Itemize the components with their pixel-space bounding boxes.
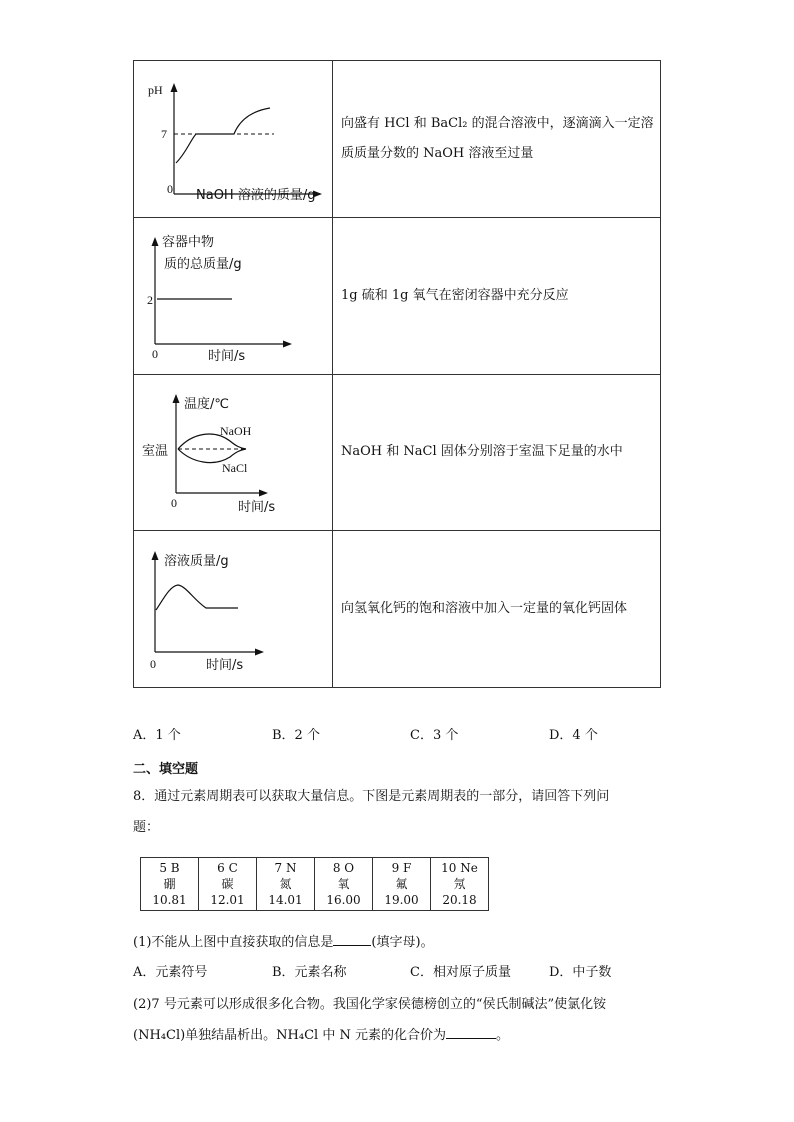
- y-axis-label: pH: [148, 83, 163, 98]
- option-c[interactable]: C．3 个: [410, 728, 459, 743]
- sub1-option-d[interactable]: D．中子数: [549, 965, 612, 980]
- row-description: NaOH 和 NaCl 固体分别溶于室温下足量的水中: [333, 374, 661, 531]
- y-axis-label-line1: 容器中物: [162, 235, 215, 251]
- question-table: [133, 60, 661, 688]
- x-axis-label: 时间/s: [238, 499, 276, 515]
- y-arrow-icon: [171, 83, 178, 92]
- sub1-suffix: (填字母)。: [371, 935, 434, 950]
- row-description: 向氢氧化钙的饱和溶液中加入一定量的氧化钙固体: [333, 531, 661, 688]
- origin-label: 0: [152, 347, 158, 362]
- element-mass: 16.00: [326, 893, 361, 907]
- origin-label: 0: [150, 656, 156, 671]
- y-axis-label: 温度/℃: [184, 396, 229, 412]
- element-cell-c: [199, 858, 257, 911]
- origin-label: 0: [171, 495, 177, 510]
- x-arrow-icon: [283, 341, 292, 348]
- element-number-symbol: 5 B: [159, 861, 180, 875]
- element-cell-o: [315, 858, 373, 911]
- tick-label: 7: [161, 127, 167, 142]
- element-number-symbol: 6 C: [217, 861, 238, 875]
- q8-sub1: [133, 928, 663, 958]
- row-description: 向盛有 HCl 和 BaCl₂ 的混合溶液中，逐滴滴入一定溶质质量分数的 NaOH 溶液至过量: [333, 61, 661, 218]
- element-cell-b: [141, 858, 199, 911]
- periodic-table-excerpt: [140, 857, 489, 911]
- graph-cell: [134, 531, 333, 688]
- q8-sub1-options: [133, 958, 663, 988]
- graph-cell: [134, 217, 333, 374]
- element-cell-f: [373, 858, 431, 911]
- element-mass: 14.01: [268, 893, 303, 907]
- table-row: [134, 61, 661, 218]
- y-axis-label: 溶液质量/g: [164, 553, 229, 569]
- sub2-suffix: 。: [495, 1028, 509, 1043]
- y-axis-label-line2: 质的总质量/g: [164, 257, 242, 273]
- q8-stem-line2: 题：: [133, 820, 160, 835]
- element-number-symbol: 10 Ne: [441, 861, 478, 875]
- y-arrow-icon: [173, 394, 180, 403]
- graph-cell: [134, 374, 333, 531]
- ph-graph: [134, 61, 332, 216]
- table-row: [134, 217, 661, 374]
- table-row: [141, 858, 489, 911]
- sub2-prefix: (NH₄Cl)单独结晶析出。NH₄Cl 中 N 元素的化合价为: [133, 1028, 446, 1043]
- answer-blank-2[interactable]: [446, 1026, 496, 1039]
- x-arrow-icon: [259, 489, 268, 496]
- mass-graph: [134, 218, 332, 373]
- naoh-curve-label: NaOH: [220, 423, 252, 438]
- y-arrow-icon: [152, 237, 159, 246]
- option-d[interactable]: D．4 个: [549, 728, 598, 743]
- element-cell-ne: [431, 858, 489, 911]
- element-name: 氟: [395, 877, 408, 891]
- tick-label: 室温: [142, 443, 169, 459]
- x-arrow-icon: [255, 648, 264, 655]
- element-name: 碳: [221, 877, 234, 891]
- table-row: [134, 374, 661, 531]
- element-number-symbol: 9 F: [391, 861, 412, 875]
- element-mass: 12.01: [210, 893, 245, 907]
- x-axis-label: NaOH 溶液的质量/g: [196, 188, 316, 204]
- row-description: 1g 硫和 1g 氧气在密闭容器中充分反应: [333, 217, 661, 374]
- tick-label: 2: [147, 293, 153, 308]
- element-name: 氖: [453, 877, 466, 891]
- temperature-graph: [134, 375, 332, 530]
- sub1-prefix: (1)不能从上图中直接获取的信息是: [133, 935, 334, 950]
- graph-cell: [134, 61, 333, 218]
- sub1-option-c[interactable]: C．相对原子质量: [410, 965, 511, 980]
- x-axis-label: 时间/s: [206, 657, 244, 673]
- sub1-option-a[interactable]: A．元素符号: [133, 965, 208, 980]
- q8-sub2-line2: [133, 1021, 663, 1051]
- solution-mass-curve: [156, 585, 238, 610]
- element-mass: 10.81: [152, 893, 187, 907]
- sub1-option-b[interactable]: B．元素名称: [272, 965, 347, 980]
- section-heading: 二、填空题: [133, 762, 199, 777]
- element-name: 氧: [337, 877, 350, 891]
- x-axis-label: 时间/s: [208, 349, 246, 365]
- table-row: [134, 531, 661, 688]
- element-name: 硼: [163, 877, 176, 891]
- option-a[interactable]: A．1 个: [133, 728, 181, 743]
- element-cell-n: [257, 858, 315, 911]
- solution-mass-graph: [134, 532, 332, 687]
- ph-curve: [176, 108, 270, 163]
- element-number-symbol: 8 O: [332, 861, 355, 875]
- option-b[interactable]: B．2 个: [272, 728, 320, 743]
- y-arrow-icon: [152, 551, 159, 560]
- element-number-symbol: 7 N: [274, 861, 297, 875]
- q8-stem-line1: 8．通过元素周期表可以获取大量信息。下图是元素周期表的一部分，请回答下列问: [133, 789, 610, 804]
- element-mass: 20.18: [442, 893, 477, 907]
- answer-blank-1[interactable]: [333, 933, 371, 946]
- element-name: 氮: [279, 877, 292, 891]
- q8-sub2-line1: (2)7 号元素可以形成很多化合物。我国化学家侯德榜创立的“侯氏制碱法”使氯化铵: [133, 997, 607, 1012]
- nacl-curve-label: NaCl: [222, 460, 248, 475]
- element-mass: 19.00: [384, 893, 419, 907]
- origin-label: 0: [167, 182, 173, 197]
